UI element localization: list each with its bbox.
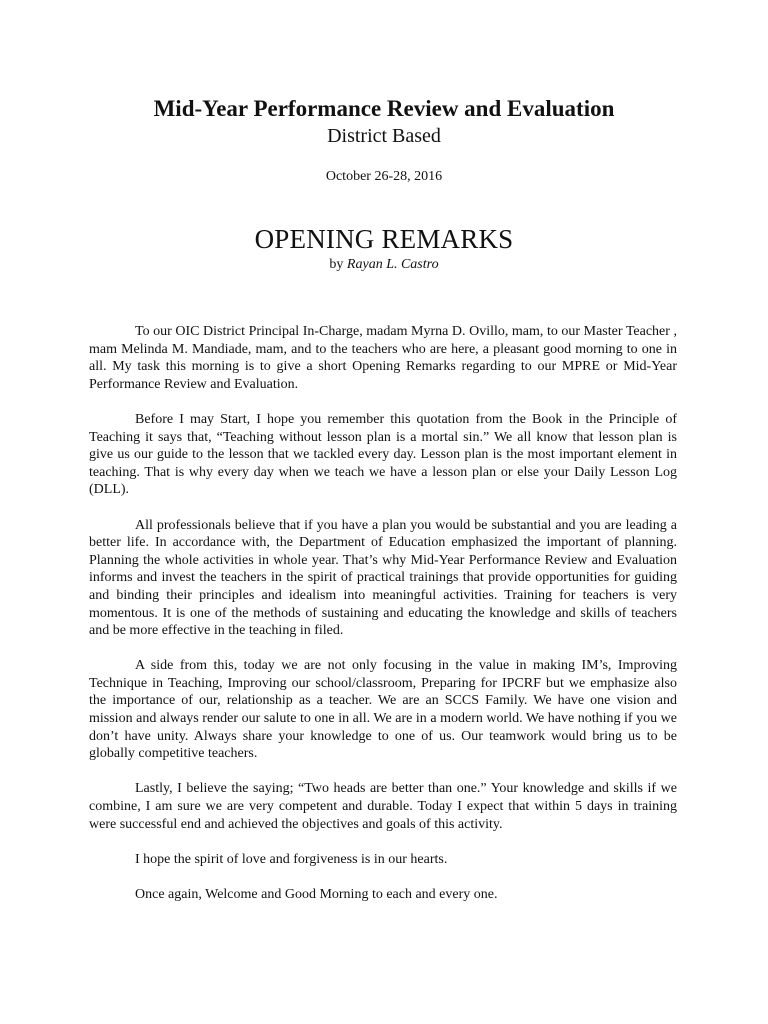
speech-body — [89, 323, 677, 921]
byline — [0, 255, 768, 275]
paragraph: To our OIC District Principal In-Charge, madam Myrna D. Ovillo, mam, to our Master Teacher , mam Melinda M. Mandiade, mam, and to the teachers who are here, a pleasant good morning to one in all. My task this morning is to give a short Opening Remarks regarding to our MPRE or Mid-Year Performance Review and Evaluation. — [89, 324, 677, 392]
section-heading: OPENING REMARKS — [254, 224, 514, 254]
event-date: October 26-28, 2016 — [325, 169, 443, 184]
document-title: Mid-Year Performance Review and Evaluation — [153, 96, 615, 121]
byline-prefix: by — [329, 257, 344, 272]
document-subtitle: District Based — [327, 125, 441, 147]
author-name: Rayan L. Castro — [346, 257, 439, 272]
paragraph: Before I may Start, I hope you remember this quotation from the Book in the Principle of Teaching it says that, “Teaching without lesson plan is a mortal sin.” We all know that lesson plan is give us our guide to the lesson that we tackled every day. Lesson plan is the most important element in teaching. That is why every day when we teach we have a lesson plan or else your Daily Lesson Log (DLL). — [89, 411, 677, 498]
paragraph: A side from this, today we are not only focusing in the value in making IM’s, Improving Technique in Teaching, Improving our school/classroom, Preparing for IPCRF but we emphasize also the importance of our, relationship as a teacher. We are an SCCS Family. We have one vision and mission and always render our salute to one in all. We are in a modern world. We have nothing if you we don’t have unity. Always share your knowledge to one of us. Our teamwork would bring us to be globally competitive teachers. — [89, 658, 677, 762]
paragraph: Once again, Welcome and Good Morning to each and every one. — [135, 887, 498, 902]
paragraph: I hope the spirit of love and forgiveness is in our hearts. — [135, 851, 448, 867]
paragraph: All professionals believe that if you have a plan you would be substantial and you are leading a better life. In accordance with, the Department of Education emphasized the important of planning. Planning the whole activities in whole year. That’s why Mid-Year Performance Review and Evaluation informs and invest the teachers in the spirit of practical trainings that provide opportunities for guiding and binding their principles and idealism into meaningful activities. Training for teachers is very momentous. It is one of the methods of sustaining and educating the knowledge and skills of teachers and be more effective in the teaching in filed. — [89, 517, 677, 639]
paragraph: Lastly, I believe the saying; “Two heads are better than one.” Your knowledge and skills if we combine, I am sure we are very competent and durable. Today I expect that within 5 days in training were successful end and achieved the objectives and goals of this activity. — [89, 781, 677, 832]
